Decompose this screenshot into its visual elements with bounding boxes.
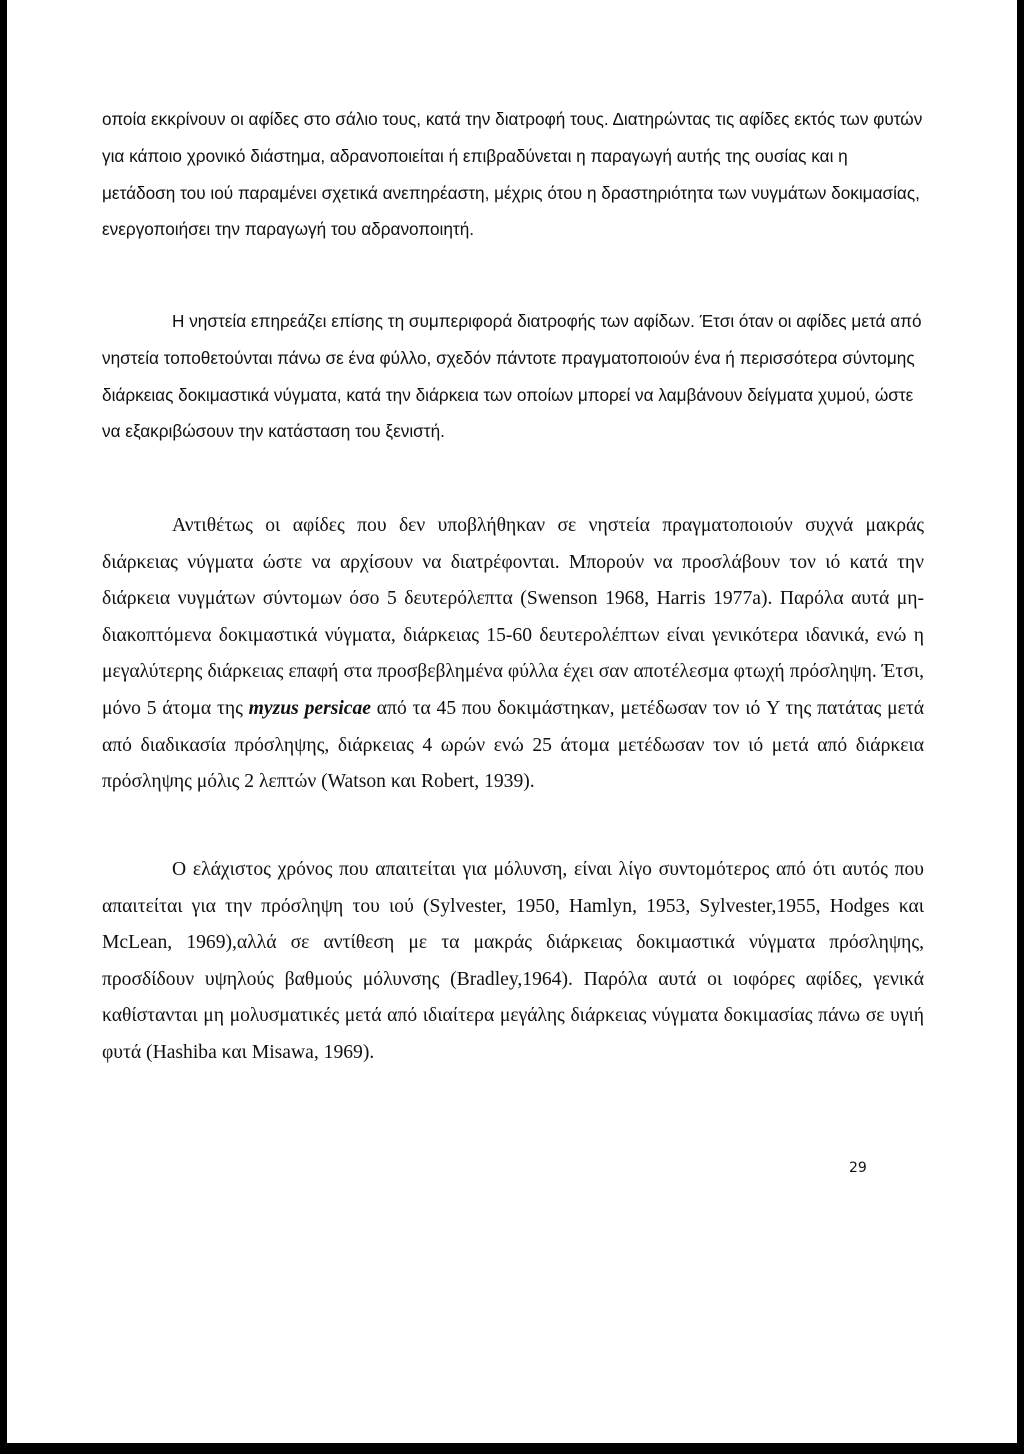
paragraph-3 [102,508,924,801]
paragraph-4: Ο ελάχιστος χρόνος που απαιτείται για μόλυνση, είναι λίγο συντομότερος από ότι αυτός που απαιτείται για την πρόσληψη του ιού (Sylvester, 1950, Hamlyn, 1953, Sylvester,1955, Hodges και McLean, 1969),αλλά σε αντίθεση με τα μακράς διάρκειας δοκιμαστικά νύγματα πρόσληψης, προσδίδουν υψηλούς βαθμούς μόλυνσης (Bradley,1964). Παρόλα αυτά οι ιοφόρες αφίδες, γενικά καθίστανται μη μολυσματικές μετά από ιδιαίτερα μεγάλης διάρκειας νύγματα δοκιμασίας πάνω σε υγιή φυτά (Hashiba και Misawa, 1969). [102,859,924,1063]
paragraph-1: οποία εκκρίνουν οι αφίδες στο σάλιο τους, κατά την διατροφή τους. Διατηρώντας τις αφίδες εκτός των φυτών για κάποιο χρονικό διάστημα, αδρανοποιείται ή επιβραδύνεται η παραγωγή αυτής της ουσίας και η μετάδοση του ιού παραμένει σχετικά ανεπηρέαστη, μέχρις ότου η δραστηριότητα των νυγμάτων δοκιμασίας, ενεργοποιήσει την παραγωγή του αδρανοποιητή. [102,109,923,240]
paragraph-3-part-2: από τα 45 που δοκιμάστηκαν, μετέδωσαν τον ιό Y της πατάτας μετά από διαδικασία πρόσληψης, διάρκειας 4 ωρών ενώ 25 άτομα μετέδωσαν τον ιό μετά από διάρκεια πρόσληψης μόλις 2 λεπτών (Watson και Robert, 1939). [102,697,924,793]
document-page [7,0,1017,1443]
page-number: 29 [849,1160,867,1176]
species-name: myzus persicae [248,697,371,719]
paragraph-2: Η νηστεία επηρεάζει επίσης τη συμπεριφορά διατροφής των αφίδων. Έτσι όταν οι αφίδες μετά από νηστεία τοποθετούνται πάνω σε ένα φύλλο, σχεδόν πάντοτε πραγματοποιούν ένα ή περισσότερα σύντομης διάρκειας δοκιμαστικά νύγματα, κατά την διάρκεια των οποίων μπορεί να λαμβάνουν δείγματα χυμού, ώστε να εξακριβώσουν την κατάσταση του ξενιστή. [102,311,922,442]
paragraph-3-part-1: Αντιθέτως οι αφίδες που δεν υποβλήθηκαν σε νηστεία πραγματοποιούν συχνά μακράς διάρκειας νύγματα ώστε να αρχίσουν να διατρέφονται. Μπορούν να προσλάβουν τον ιό κατά την διάρκεια νυγμάτων σύντομων όσο 5 δευτερόλεπτα (Swenson 1968, Harris 1977a). Παρόλα αυτά μη- διακοπτόμενα δοκιμαστικά νύγματα, διάρκειας 15-60 δευτερολέπτων είναι γενικότερα ιδανικά, ενώ η μεγαλύτερης διάρκειας επαφή στα προσβεβλημένα φύλλα έχει σαν αποτέλεσμα φτωχή πρόσληψη. Έτσι, μόνο 5 άτομα της [102,515,924,719]
